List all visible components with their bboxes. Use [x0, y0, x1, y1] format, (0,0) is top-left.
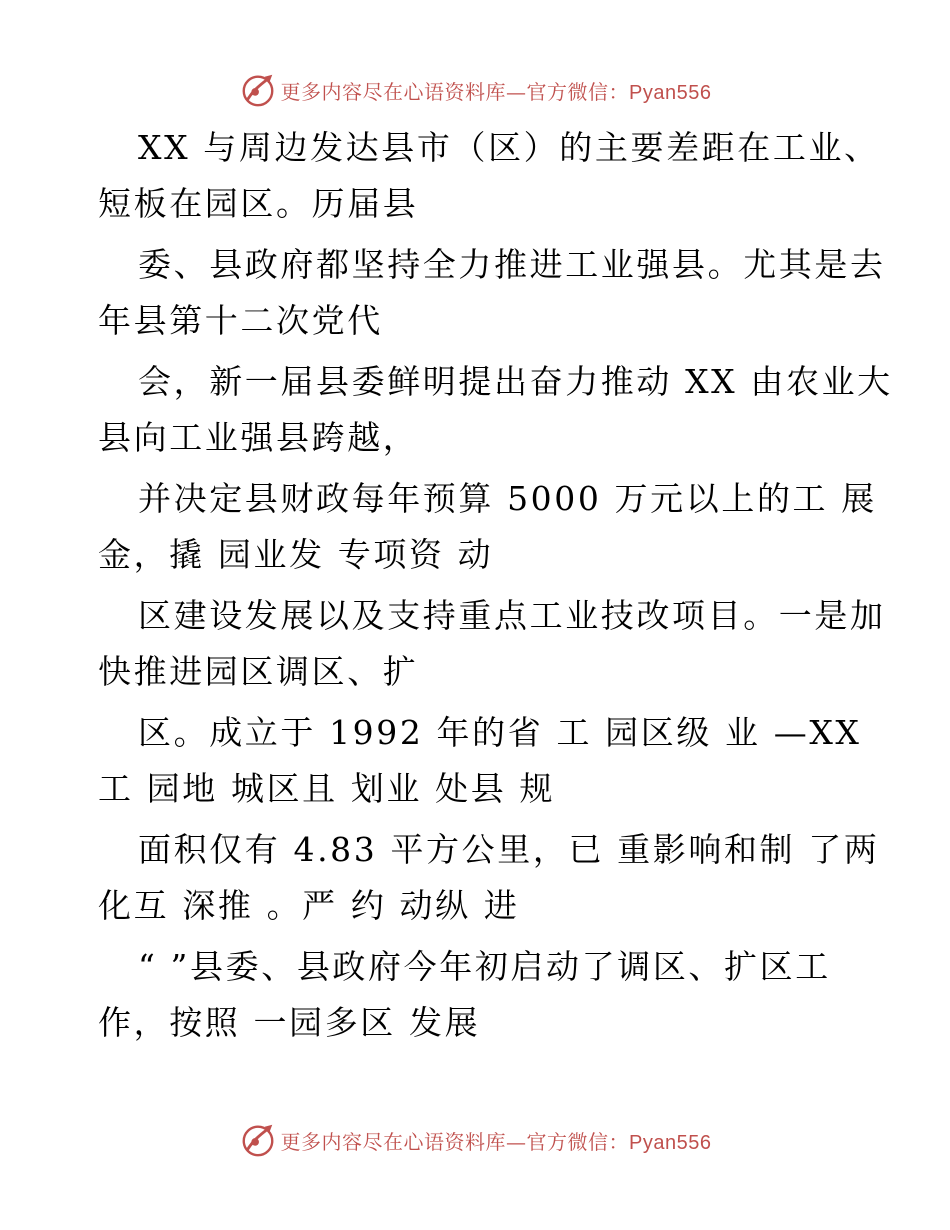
brand-logo-icon [239, 1121, 277, 1159]
text-line: “ ”县委、县政府今年初启动了调区、扩区工 [138, 947, 831, 986]
footer-watermark [0, 1120, 950, 1160]
watermark-text: 更多内容尽在心语资料库—官方微信：Pyan556 [280, 1129, 712, 1154]
watermark-text: 更多内容尽在心语资料库—官方微信：Pyan556 [280, 79, 712, 104]
header-watermark [0, 70, 950, 110]
text-line: 金，撬 园业发 专项资 动 [98, 535, 494, 574]
text-line: 并决定县财政每年预算 5000 万元以上的工 展 [138, 479, 877, 518]
text-line: 工 园地 城区且 划业 处县 规 [98, 769, 556, 808]
text-line: 作，按照 一园多区 发展 [98, 1003, 481, 1042]
text-line: 区。成立于 1992 年的省 工 园区级 业 —XX [138, 713, 862, 752]
text-line: 会，新一届县委鲜明提出奋力推动 XX 由农业大 [138, 362, 893, 401]
text-line: 快推进园区调区、扩 [98, 652, 419, 691]
text-line: 区建设发展以及支持重点工业技改项目。一是加 [138, 596, 886, 635]
text-line: 短板在园区。历届县 [98, 184, 419, 223]
text-line: 年县第十二次党代 [98, 301, 383, 340]
text-line: 面积仅有 4.83 平方公里，已 重影响和制 了两 [138, 830, 880, 869]
text-line: 县向工业强县跨越， [98, 418, 419, 457]
text-line: 化互 深推 。严 约 动纵 进 [98, 886, 520, 925]
text-line: 委、县政府都坚持全力推进工业强县。尤其是去 [138, 245, 886, 284]
text-line: XX 与周边发达县市（区）的主要差距在工业、 [138, 128, 880, 167]
brand-logo-icon [239, 71, 277, 109]
